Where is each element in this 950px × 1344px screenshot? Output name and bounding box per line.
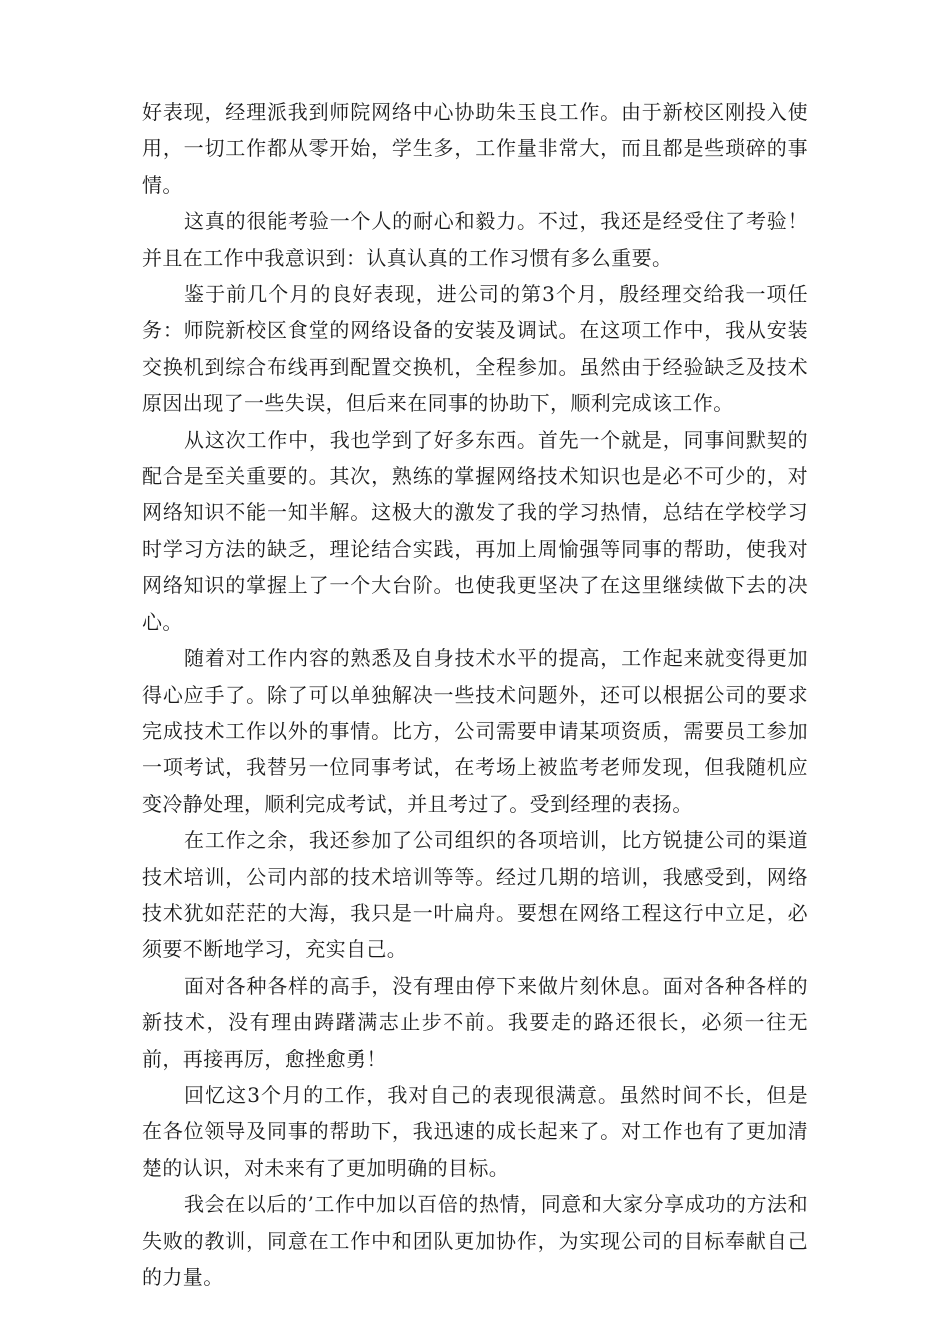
paragraph: 面对各种各样的高手，没有理由停下来做片刻休息。面对各种各样的新技术，没有理由踌躇满志止步不前。我要走的路还很长，必须一往无前，再接再厉，愈挫愈勇！ [142,973,808,1071]
document-body [142,94,808,1295]
paragraph: 我会在以后的’工作中加以百倍的热情，同意和大家分享成功的方法和失败的教训，同意在工作中和团队更加协作，为实现公司的目标奉献自己的力量。 [142,1192,808,1289]
paragraph: 随着对工作内容的熟悉及自身技术水平的提高，工作起来就变得更加得心应手了。除了可以单独解决一些技术问题外，还可以根据公司的要求完成技术工作以外的事情。比方，公司需要申请某项资质，需要员工参加一项考试，我替另一位同事考试，在考场上被监考老师发现，但我随机应变冷静处理，顺利完成考试，并且考过了。受到经理的表扬。 [142,646,808,816]
paragraph: 鉴于前几个月的良好表现，进公司的第3个月，殷经理交给我一项任务：师院新校区食堂的网络设备的安装及调试。在这项工作中，我从安装交换机到综合布线再到配置交换机，全程参加。虽然由于经验缺乏及技术原因出现了一些失误，但后来在同事的协助下，顺利完成该工作。 [142,282,808,416]
paragraph: 从这次工作中，我也学到了好多东西。首先一个就是，同事间默契的配合是至关重要的。其次，熟练的掌握网络技术知识也是必不可少的，对网络知识不能一知半解。这极大的激发了我的学习热情，总结在学校学习时学习方法的缺乏，理论结合实践，再加上周愉强等同事的帮助，使我对网络知识的掌握上了一个大台阶。也使我更坚决了在这里继续做下去的决心。 [142,427,808,634]
paragraph: 回忆这3个月的工作，我对自己的表现很满意。虽然时间不长，但是在各位领导及同事的帮助下，我迅速的成长起来了。对工作也有了更加清楚的认识，对未来有了更加明确的目标。 [142,1082,808,1180]
paragraph: 这真的很能考验一个人的耐心和毅力。不过，我还是经受住了考验！并且在工作中我意识到：认真认真的工作习惯有多么重要。 [142,209,808,270]
paragraph: 好表现，经理派我到师院网络中心协助朱玉良工作。由于新校区刚投入使用，一切工作都从零开始，学生多，工作量非常大，而且都是些琐碎的事情。 [142,100,808,197]
paragraph: 在工作之余，我还参加了公司组织的各项培训，比方锐捷公司的渠道技术培训，公司内部的技术培训等等。经过几期的培训，我感受到，网络技术犹如茫茫的大海，我只是一叶扁舟。要想在网络工程这行中立足，必须要不断地学习，充实自己。 [142,828,808,962]
